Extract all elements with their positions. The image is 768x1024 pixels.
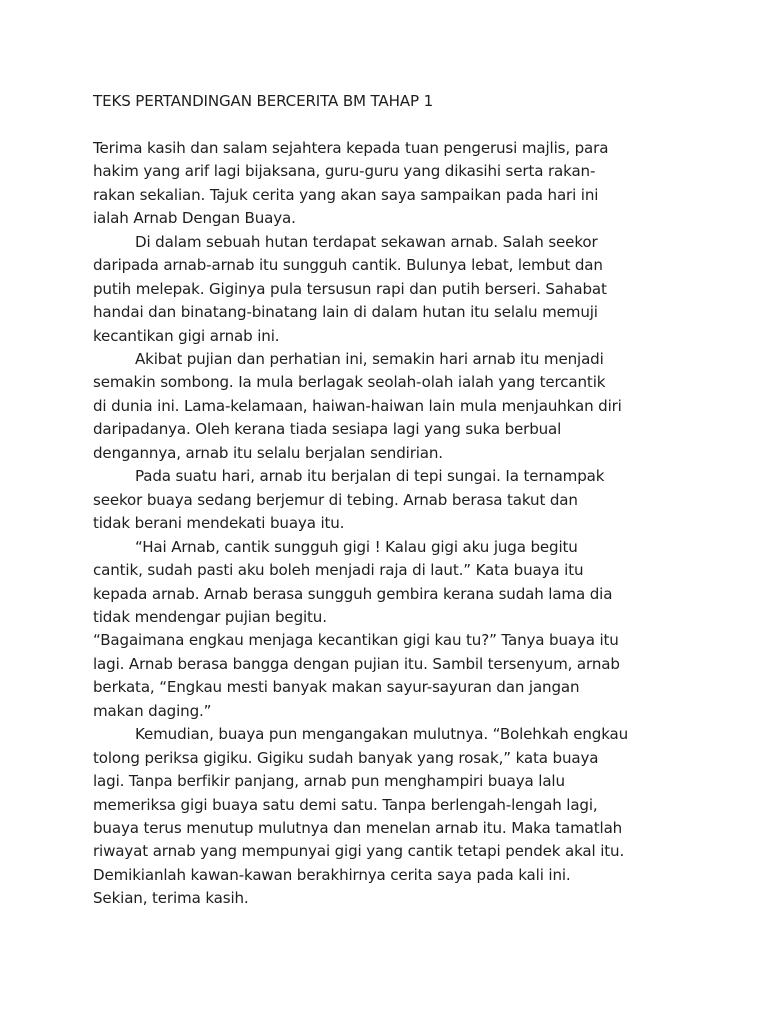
paragraph-ending: Kemudian, buaya pun mengangakan mulutnya. “Bolehkah engkau tolong periksa gigiku. Gigiku sudah banyak yang rosak,” kata buaya lagi. Tanpa berfikir panjang, arnab pun menghampiri buaya lalu memeriksa gigi buaya satu demi satu. Tanpa berlengah-lengah lagi, buaya terus menutup mulutnya dan menelan arnab itu. Maka tamatlah riwayat arnab yang mempunyai gigi yang cantik tetapi pendek akal itu. Demikianlah kawan-kawan berakhirnya cerita saya pada kali ini. Sekian, terima kasih. — [93, 725, 629, 908]
title-spacer — [93, 113, 713, 136]
paragraph-opening: Terima kasih dan salam sejahtera kepada tuan pengerusi majlis, para hakim yang arif lagi bijaksana, guru-guru yang dikasihi serta rakan- rakan sekalian. Tajuk cerita yang akan saya sampaikan pada hari ini ialah Arnab Dengan Buaya. — [93, 138, 609, 228]
document-body — [93, 90, 713, 911]
paragraph-crocodile-praise: “Hai Arnab, cantik sungguh gigi ! Kalau gigi aku juga begitu cantik, sudah pasti aku boleh menjadi raja di laut.” Kata buaya itu kepada arnab. Arnab berasa sungguh gembira kerana sudah lama dia tidak mendengar pujian begitu. — [93, 537, 613, 626]
paragraph-crocodile-question: “Bagaimana engkau menjaga kecantikan gigi kau tu?” Tanya buaya itu lagi. Arnab berasa bangga dengan pujian itu. Sambil tersenyum, arnab berkata, “Engkau mesti banyak makan sayur-sayuran dan jangan makan daging.” — [93, 631, 620, 720]
document-title: TEKS PERTANDINGAN BERCERITA BM TAHAP 1 — [93, 92, 434, 110]
paragraph-rabbit-arrogance: Akibat pujian dan perhatian ini, semakin hari arnab itu menjadi semakin sombong. Ia mula berlagak seolah-olah ialah yang tercantik di dunia ini. Lama-kelamaan, haiwan-haiwan lain mula menjauhkan diri daripadanya. Oleh kerana tiada sesiapa lagi yang suka berbual dengannya, arnab itu selalu berjalan sendirian. — [93, 349, 622, 462]
paragraph-riverbank: Pada suatu hari, arnab itu berjalan di tepi sungai. Ia ternampak seekor buaya sedang berjemur di tebing. Arnab berasa takut dan tidak berani mendekati buaya itu. — [93, 467, 605, 533]
paragraph-rabbit-intro: Di dalam sebuah hutan terdapat sekawan arnab. Salah seekor daripada arnab-arnab itu sungguh cantik. Bulunya lebat, lembut dan putih melepak. Giginya pula tersusun rapi dan putih berseri. Sahabat handai dan binatang-binatang lain di dalam hutan itu selalu memuji kecantikan gigi arnab ini. — [93, 232, 607, 345]
